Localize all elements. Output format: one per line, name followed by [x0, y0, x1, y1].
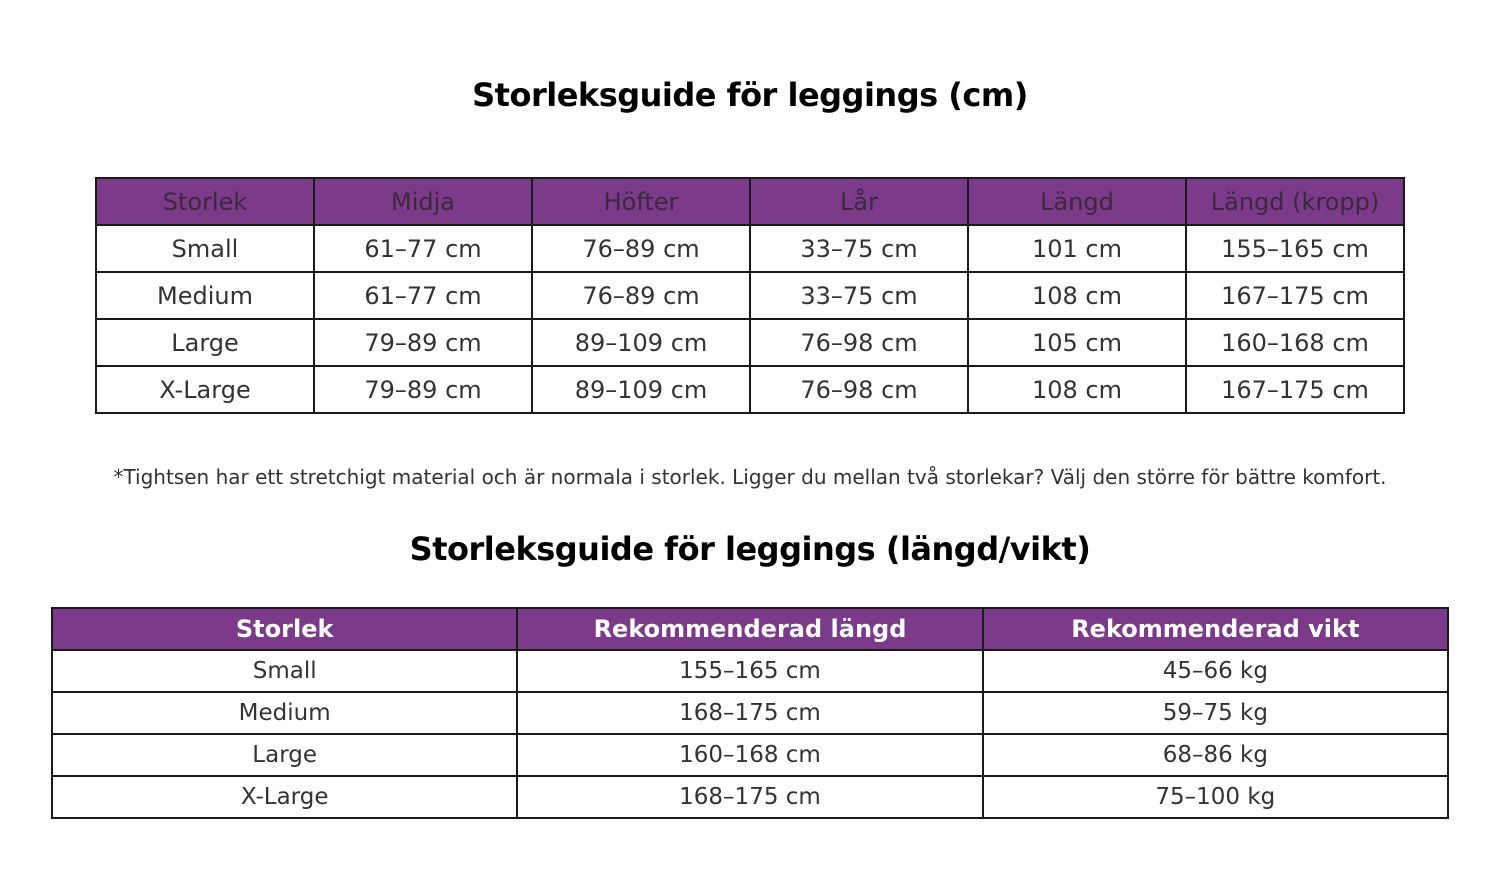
table-cell: 167–175 cm [1186, 272, 1404, 319]
column-header: Rekommenderad längd [517, 608, 982, 650]
table-cell: 108 cm [968, 272, 1186, 319]
table-cell: Medium [52, 692, 517, 734]
table-cell: 33–75 cm [750, 225, 968, 272]
table-cell: 160–168 cm [517, 734, 982, 776]
table-header-row [96, 178, 1404, 225]
table-cell: 76–89 cm [532, 225, 750, 272]
table-row [96, 225, 1404, 272]
table-cell: Large [96, 319, 314, 366]
table-cell: Large [52, 734, 517, 776]
sizing-note: *Tightsen har ett stretchigt material och är normala i storlek. Ligger du mellan två storlekar? Välj den större för bättre komfort. [113, 465, 1387, 489]
table-cell: 33–75 cm [750, 272, 968, 319]
table-cell: 76–89 cm [532, 272, 750, 319]
table-header-row [52, 608, 1448, 650]
table-cell: 89–109 cm [532, 319, 750, 366]
column-header: Höfter [532, 178, 750, 225]
column-header: Rekommenderad vikt [983, 608, 1448, 650]
column-header: Storlek [96, 178, 314, 225]
table-cell: 108 cm [968, 366, 1186, 413]
table-cell: 155–165 cm [1186, 225, 1404, 272]
table-cell: 168–175 cm [517, 776, 982, 818]
table-row [52, 650, 1448, 692]
table-cell: X-Large [96, 366, 314, 413]
table-cell: 68–86 kg [983, 734, 1448, 776]
height-weight-size-guide-title: Storleksguide för leggings (längd/vikt) [409, 530, 1091, 568]
table-cell: X-Large [52, 776, 517, 818]
table-row [52, 692, 1448, 734]
table-cell: 160–168 cm [1186, 319, 1404, 366]
table-cell: 167–175 cm [1186, 366, 1404, 413]
table-cell: 89–109 cm [532, 366, 750, 413]
table-row [96, 272, 1404, 319]
table-cell: 79–89 cm [314, 319, 532, 366]
column-header: Midja [314, 178, 532, 225]
table-cell: 76–98 cm [750, 319, 968, 366]
table-row [96, 366, 1404, 413]
cm-size-table [95, 177, 1405, 414]
table-cell: 79–89 cm [314, 366, 532, 413]
table-cell: 101 cm [968, 225, 1186, 272]
column-header: Storlek [52, 608, 517, 650]
table-cell: 76–98 cm [750, 366, 968, 413]
height-weight-size-table [51, 607, 1449, 819]
table-row [96, 319, 1404, 366]
table-cell: 61–77 cm [314, 225, 532, 272]
table-cell: 105 cm [968, 319, 1186, 366]
column-header: Lår [750, 178, 968, 225]
table-cell: 155–165 cm [517, 650, 982, 692]
table-cell: 168–175 cm [517, 692, 982, 734]
column-header: Längd [968, 178, 1186, 225]
table-row [52, 734, 1448, 776]
table-cell: 59–75 kg [983, 692, 1448, 734]
column-header: Längd (kropp) [1186, 178, 1404, 225]
table-row [52, 776, 1448, 818]
table-cell: 45–66 kg [983, 650, 1448, 692]
table-cell: Small [96, 225, 314, 272]
table-cell: Medium [96, 272, 314, 319]
cm-size-guide-title: Storleksguide för leggings (cm) [472, 76, 1028, 114]
table-cell: Small [52, 650, 517, 692]
table-cell: 61–77 cm [314, 272, 532, 319]
table-cell: 75–100 kg [983, 776, 1448, 818]
